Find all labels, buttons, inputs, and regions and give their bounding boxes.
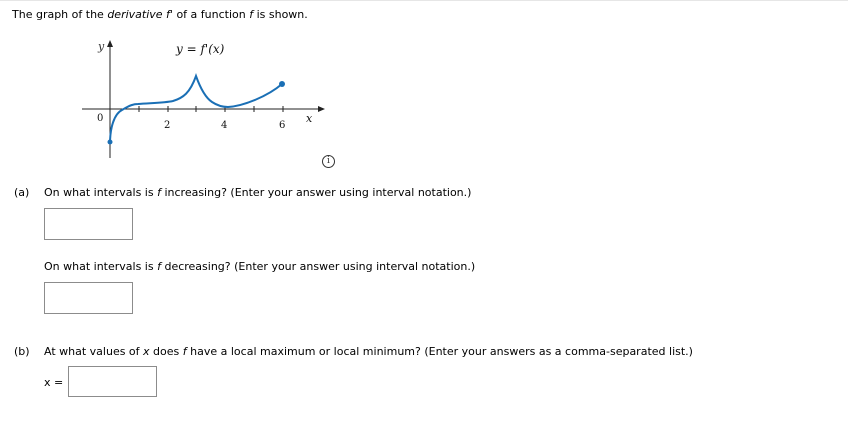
- y-axis-label: y: [98, 40, 105, 53]
- intro-fprime: f': [166, 8, 173, 21]
- curve-start-point: [108, 140, 113, 145]
- q-a2-f: f: [157, 260, 161, 273]
- q-a2-text-start: On what intervals is: [44, 260, 158, 273]
- intro-text-mid: of a function: [172, 8, 250, 21]
- intro-derivative-word: derivative: [107, 8, 163, 21]
- question-a-decreasing: [44, 260, 475, 273]
- increasing-answer-input[interactable]: [44, 208, 133, 240]
- q-a1-text-end: increasing? (Enter your answer using interval notation.): [160, 186, 472, 199]
- intro-text-end: is shown.: [253, 8, 308, 21]
- origin-label: 0: [97, 113, 104, 124]
- q-a2-text-end: decreasing? (Enter your answer using interval notation.): [160, 260, 476, 273]
- q-a1-text-start: On what intervals is: [44, 186, 158, 199]
- q-b-text-mid: does: [149, 345, 183, 358]
- curve-end-point: [279, 81, 285, 87]
- q-b-f: f: [182, 345, 187, 358]
- x-axis-arrow: [318, 106, 325, 112]
- q-a1-f: f: [157, 186, 161, 199]
- intro-f: f: [249, 8, 254, 21]
- top-divider: [0, 0, 848, 1]
- x-equals-label: x =: [44, 376, 64, 389]
- decreasing-answer-input[interactable]: [44, 282, 133, 314]
- q-b-text-end: have a local maximum or local minimum? (Enter your answers as a comma-separated list.): [186, 345, 693, 358]
- q-b-x: x: [143, 345, 150, 358]
- y-axis-arrow: [107, 40, 113, 47]
- tick-label-6: 6: [279, 120, 286, 131]
- question-b: [14, 345, 693, 358]
- curve-label: y = f'(x): [176, 42, 225, 56]
- problem-intro: [12, 8, 308, 21]
- part-a-label: (a): [14, 186, 30, 199]
- derivative-graph: [78, 38, 338, 178]
- intro-text-start: The graph of the: [12, 8, 108, 21]
- tick-label-2: 2: [164, 120, 171, 131]
- x-axis-label: x: [306, 112, 313, 125]
- part-b-label: (b): [14, 345, 30, 358]
- question-a-increasing: [14, 186, 471, 199]
- extrema-answer-input[interactable]: [68, 366, 157, 397]
- info-icon[interactable]: i: [322, 155, 335, 168]
- q-b-text-start: At what values of: [44, 345, 144, 358]
- tick-label-4: 4: [221, 120, 228, 131]
